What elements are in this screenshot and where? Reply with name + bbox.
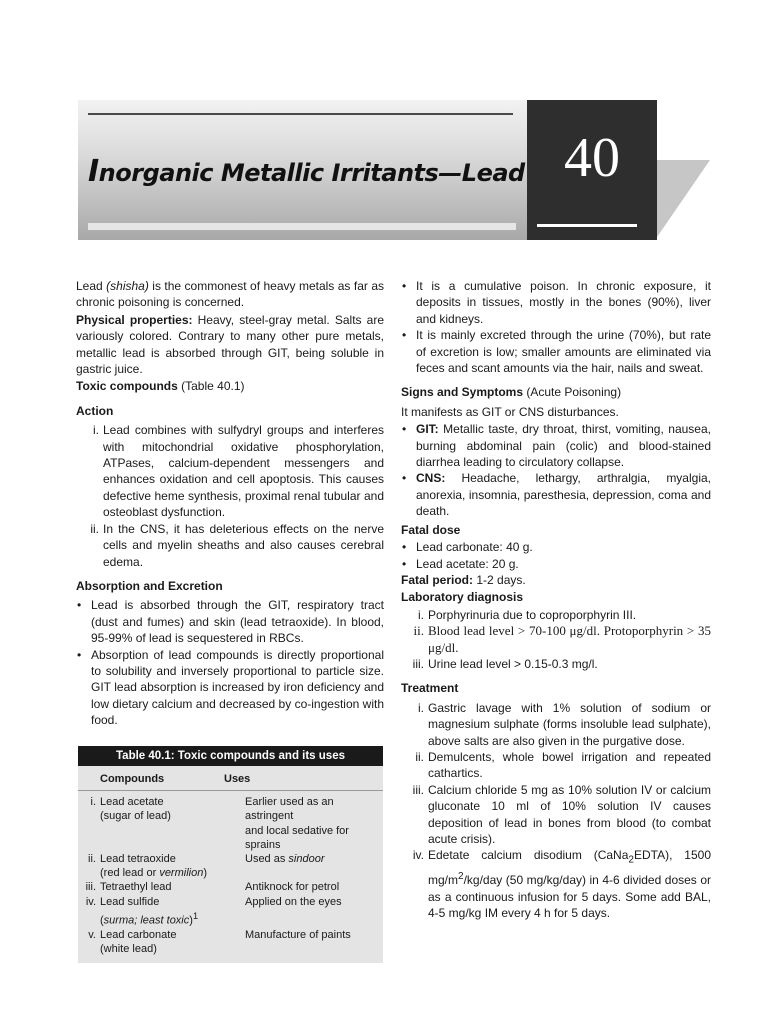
intro-shisha: (shisha): [106, 279, 149, 293]
compound-alias-end: ): [189, 914, 193, 927]
list-item: [401, 607, 711, 623]
fatal-period-text: 1-2 days.: [473, 572, 526, 587]
left-column: [76, 278, 384, 729]
item-text: Demulcents, whole bowel irrigation and repeated cathartics.: [428, 749, 711, 781]
list-item: • Lead carbonate: 40 g.: [401, 539, 711, 555]
list-item: [401, 421, 711, 470]
chapter-title-initial: I: [88, 154, 99, 189]
list-item: [401, 782, 711, 848]
item-text: In the CNS, it has deleterious effects on the nerve cells and myelin sheaths and also causes cerebral edema.: [103, 521, 384, 569]
table-row: [86, 795, 375, 852]
compound-alias: (red lead or: [100, 867, 160, 880]
banner-top-rule: [88, 113, 513, 115]
row-number: v.: [88, 928, 96, 941]
compound-alias-end: ): [203, 867, 207, 880]
row-number: i.: [90, 796, 96, 809]
compound-name: Lead carbonate: [100, 928, 177, 941]
row-number: iii.: [85, 881, 96, 894]
use-text: Earlier used as an astringent: [245, 796, 334, 823]
item-number: ii.: [413, 623, 424, 639]
item-number: ii.: [90, 521, 99, 536]
compound-name: Lead sulfide: [100, 895, 160, 908]
signs-heading-text: Signs and Symptoms: [401, 385, 524, 400]
compound-alias: (sugar of lead): [100, 810, 171, 823]
fatal-period-line: [401, 572, 711, 588]
item-text: Calcium chloride 5 mg as 10% solution IV or calcium gluconate 10 ml of 10% solution IV causes deposition of lead in bones from blood (to combat acute crisis).: [428, 782, 711, 846]
lab-list: [401, 607, 711, 673]
item-text: EDTA), 1500 mg/m: [428, 848, 711, 888]
fatal-period-label: Fatal period:: [401, 572, 474, 587]
item-text: Gastric lavage with 1% solution of sodium or magnesium sulphate (forms insoluble lead sulphate), above salts are also given in the purgative dose.: [428, 700, 711, 748]
lab-heading: Laboratory diagnosis: [401, 590, 524, 605]
subscript: 2: [628, 854, 634, 866]
table-header-row: [78, 769, 383, 791]
item-number: iii.: [412, 782, 424, 797]
signs-heading: [401, 384, 711, 400]
list-item: [76, 422, 384, 520]
table-caption: Table 40.1: Toxic compounds and its uses: [78, 746, 383, 766]
compound-cell: [86, 795, 245, 852]
list-item: • Lead is absorbed through the GIT, respiratory tract (dust and fumes) and skin (lead tetraoxide). In blood, 95-99% of lead is sequestered in RBCs.: [76, 597, 384, 646]
compound-alias: (: [100, 914, 104, 927]
column-header-uses: Uses: [224, 773, 251, 785]
cns-label: CNS:: [416, 471, 446, 486]
item-text: /kg/day (50 mg/kg/day) in 4-6 divided doses or as a continuous infusion for 5 days. Some add BAL, 4-5 mg/kg IM every 4 h for 5 days.: [428, 873, 711, 921]
cns-text: Headache, lethargy, arthralgia, myalgia, anorexia, insomnia, paresthesia, depression, coma and death.: [416, 471, 711, 519]
action-list: [76, 422, 384, 570]
right-column: [401, 278, 711, 921]
table-body: [78, 766, 383, 963]
treatment-list: [401, 700, 711, 922]
item-number: iii.: [412, 656, 424, 671]
item-number: i.: [418, 700, 424, 715]
uses-cell: Applied on the eyes: [245, 895, 342, 908]
treatment-heading: Treatment: [401, 681, 459, 696]
list-item: [401, 656, 711, 672]
signs-list: [401, 421, 711, 519]
physical-properties-label: Physical properties:: [76, 312, 193, 327]
table-row: [86, 880, 375, 894]
intro-text-a: Lead: [76, 279, 107, 293]
list-item: [76, 521, 384, 570]
item-text: Lead combines with sulfydryl groups and interferes with mitochondrial oxidative phosphorylation, ATPases, calcium-dependent messengers and enhances oxidation and cell apoptosis. This causes defective heme synthesis, proximal renal tubular and osteoblast dysfunction.: [103, 423, 384, 520]
compound-name: Lead tetraoxide: [100, 853, 176, 866]
absorption-list: [76, 597, 384, 728]
physical-properties-paragraph: [76, 312, 384, 378]
list-item: • It is mainly excreted through the urine (70%), but rate of excretion is low; smaller amounts are eliminated via feces and scant amounts via the hair, nails and sweat.: [401, 327, 711, 376]
table-row: [86, 895, 375, 928]
compound-name: Lead acetate: [100, 796, 164, 809]
toxic-compounds-label: Toxic compounds: [76, 379, 178, 394]
item-text: Edetate calcium disodium (CaNa: [428, 848, 629, 863]
uses-cell: Antiknock for petrol: [245, 881, 340, 894]
compound-alias-italic: surma; least toxic: [103, 914, 190, 927]
signs-intro: It manifests as GIT or CNS disturbances.: [401, 404, 619, 419]
list-item: [401, 700, 711, 749]
chapter-tab-wedge: [655, 160, 710, 240]
item-text: Blood lead level > 70-100 μg/dl. Protoporphyrin > 35 μg/dl.: [428, 623, 711, 655]
item-number: iv.: [412, 848, 424, 863]
chapter-number: 40: [564, 127, 620, 189]
list-item: • Lead acetate: 20 g.: [401, 556, 711, 572]
git-text: Metallic taste, dry throat, thirst, vomiting, nausea, burning abdominal pain (colic) and blood-stained diarrhea leading to circulatory collapse.: [416, 422, 711, 470]
signs-heading-sub: (Acute Poisoning): [523, 385, 622, 400]
intro-paragraph: [76, 278, 384, 311]
excretion-list: [401, 278, 711, 376]
toxic-compounds-table: [78, 746, 383, 963]
compound-alias: (white lead): [100, 942, 157, 955]
fatal-dose-heading: Fatal dose: [401, 522, 461, 537]
table-row: [86, 928, 375, 956]
absorption-heading: Absorption and Excretion: [76, 578, 223, 593]
git-label: GIT:: [416, 422, 439, 437]
list-item: [401, 470, 711, 519]
physical-properties-text: Heavy, steel-gray metal. Salts are variously colored. Contrary to many other pure metals, metallic lead is absorbed through GIT, being soluble in gastric juice.: [76, 312, 385, 377]
compound-cell: [86, 895, 245, 928]
row-number: iv.: [85, 895, 96, 908]
item-number: ii.: [415, 749, 424, 764]
list-item: • It is a cumulative poison. In chronic exposure, it deposits in tissues, mostly in the bones (90%), liver and kidneys.: [401, 278, 711, 327]
compound-alias-italic: vermilion: [159, 867, 204, 880]
chapter-box-rule: [537, 224, 637, 227]
uses-cell: [245, 852, 375, 880]
compound-cell: [86, 852, 245, 880]
item-text: Urine lead level > 0.15-0.3 mg/l.: [428, 656, 598, 671]
chapter-title: [88, 154, 525, 189]
list-item: [401, 749, 711, 782]
superscript: 2: [458, 871, 464, 883]
list-item: • Absorption of lead compounds is directly proportional to solubility and inversely proportional to particle size. GIT lead absorption is increased by iron deficiency and low dietary calcium and decreased by co-ingestion with food.: [76, 647, 384, 729]
fatal-dose-list: [401, 539, 711, 572]
item-number: i.: [93, 423, 99, 438]
list-item: [401, 847, 711, 921]
column-header-compounds: Compounds: [100, 773, 165, 785]
toxic-compounds-line: [76, 378, 384, 394]
chapter-title-rest: norganic Metallic Irritants—Lead: [98, 159, 525, 187]
list-item: [401, 623, 711, 656]
compound-cell: [86, 880, 245, 894]
banner-bottom-rule: [88, 223, 516, 230]
use-text-italic: sindoor: [288, 853, 325, 866]
item-text: Porphyrinuria due to coproporphyrin III.: [428, 607, 637, 622]
compound-name: Tetraethyl lead: [100, 881, 172, 894]
item-number: i.: [418, 607, 424, 622]
row-number: ii.: [88, 853, 96, 866]
footnote-marker: 1: [192, 910, 199, 921]
compound-cell: [86, 928, 245, 956]
action-heading: Action: [76, 403, 114, 418]
toxic-compounds-ref: (Table 40.1): [177, 379, 245, 394]
use-text: Used as: [245, 853, 289, 866]
intro-text-b: is the commonest of heavy metals as far as chronic poisoning is concerned.: [76, 279, 384, 310]
table-row: [86, 852, 375, 880]
use-text: and local sedative for sprains: [245, 824, 349, 851]
uses-cell: Manufacture of paints: [245, 928, 351, 941]
uses-cell: [245, 795, 375, 852]
